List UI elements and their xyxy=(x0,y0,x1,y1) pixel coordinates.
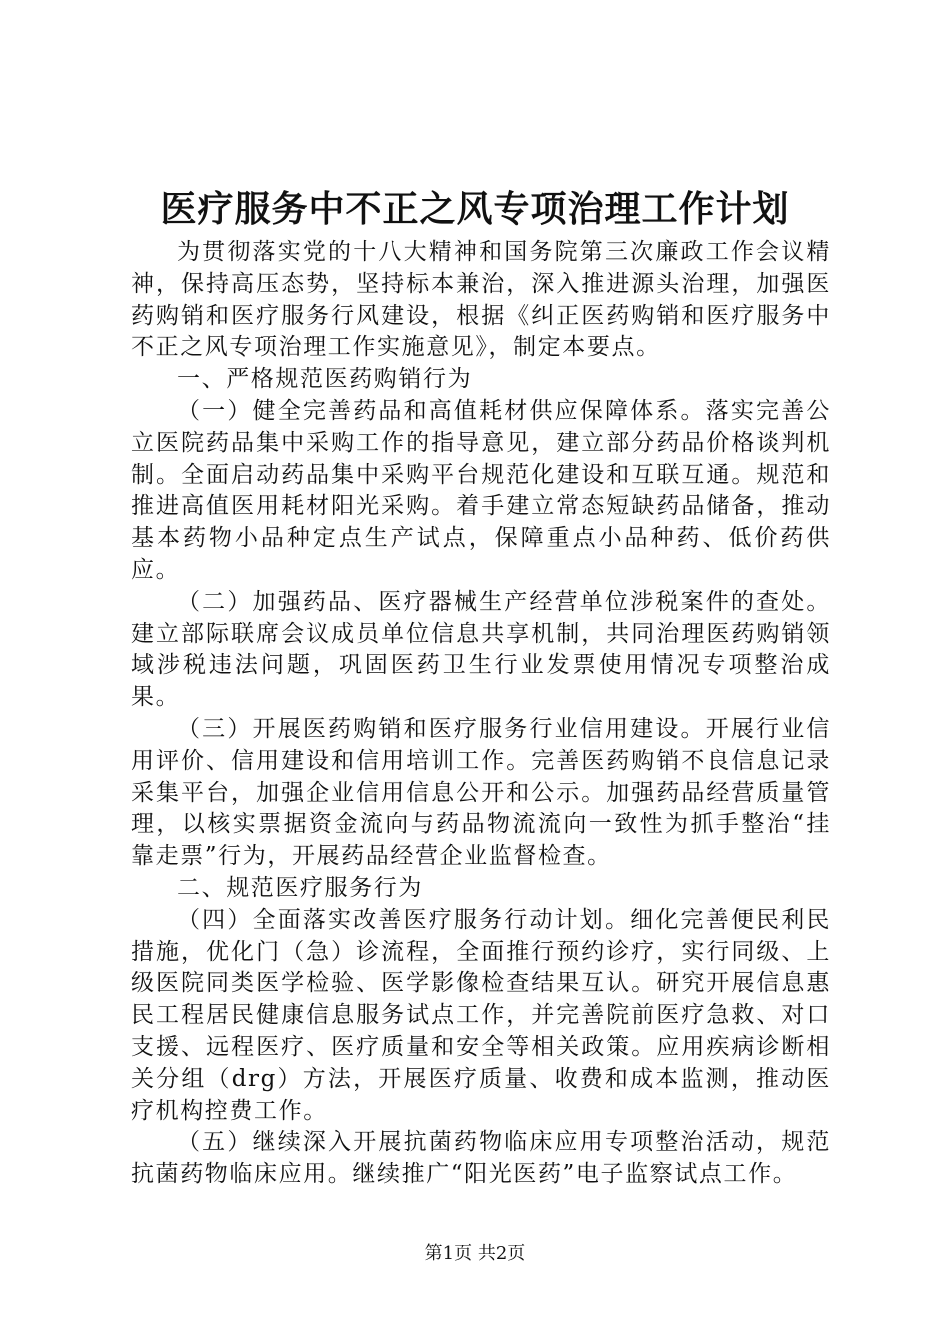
section-heading-2: 二、规范医疗服务行为 xyxy=(177,874,423,901)
intro-paragraph: 为贯彻落实党的十八大精神和国务院第三次廉政工作会议精神，保持高压态势，坚持标本兼治，深入推进源头治理，加强医药购销和医疗服务行风建设，根据《纠正医药购销和医疗服务中不正之风专项治理工作实施意见》，制定本要点。 xyxy=(131,239,831,361)
page-footer: 第1页 共2页 xyxy=(424,1243,526,1264)
document-body xyxy=(131,237,831,1191)
item-paragraph-3: （三）开展医药购销和医疗服务行业信用建设。开展行业信用评价、信用建设和信用培训工作。完善医药购销不良信息记录采集平台，加强企业信用信息公开和公示。加强药品经营质量管理，以核实票据资金流向与药品物流流向一致性为抓手整治“挂靠走票”行为，开展药品经营企业监督检查。 xyxy=(131,715,831,870)
document-title: 医疗服务中不正之风专项治理工作计划 xyxy=(160,188,790,230)
section-heading-1: 一、严格规范医药购销行为 xyxy=(177,366,473,393)
item-paragraph-1: （一）健全完善药品和高值耗材供应保障体系。落实完善公立医院药品集中采购工作的指导意见，建立部分药品价格谈判机制。全面启动药品集中采购平台规范化建设和互联互通。规范和推进高值医用耗材阳光采购。着手建立常态短缺药品储备，推动基本药物小品种定点生产试点，保障重点小品种药、低价药供应。 xyxy=(131,397,831,583)
item-paragraph-2: （二）加强药品、医疗器械生产经营单位涉税案件的查处。建立部际联席会议成员单位信息共享机制，共同治理医药购销领域涉税违法问题，巩固医药卫生行业发票使用情况专项整治成果。 xyxy=(131,588,831,711)
item-paragraph-5: （五）继续深入开展抗菌药物临床应用专项整治活动，规范抗菌药物临床应用。继续推广“阳光医药”电子监察试点工作。 xyxy=(131,1129,831,1188)
item-paragraph-4: （四）全面落实改善医疗服务行动计划。细化完善便民利民措施，优化门（急）诊流程，全面推行预约诊疗，实行同级、上级医院同类医学检验、医学影像检查结果互认。研究开展信息惠民工程居民健康信息服务试点工作，并完善院前医疗急救、对口支援、远程医疗、医疗质量和安全等相关政策。应用疾病诊断相关分组（drg）方法，开展医疗质量、收费和成本监测，推动医疗机构控费工作。 xyxy=(131,906,831,1124)
